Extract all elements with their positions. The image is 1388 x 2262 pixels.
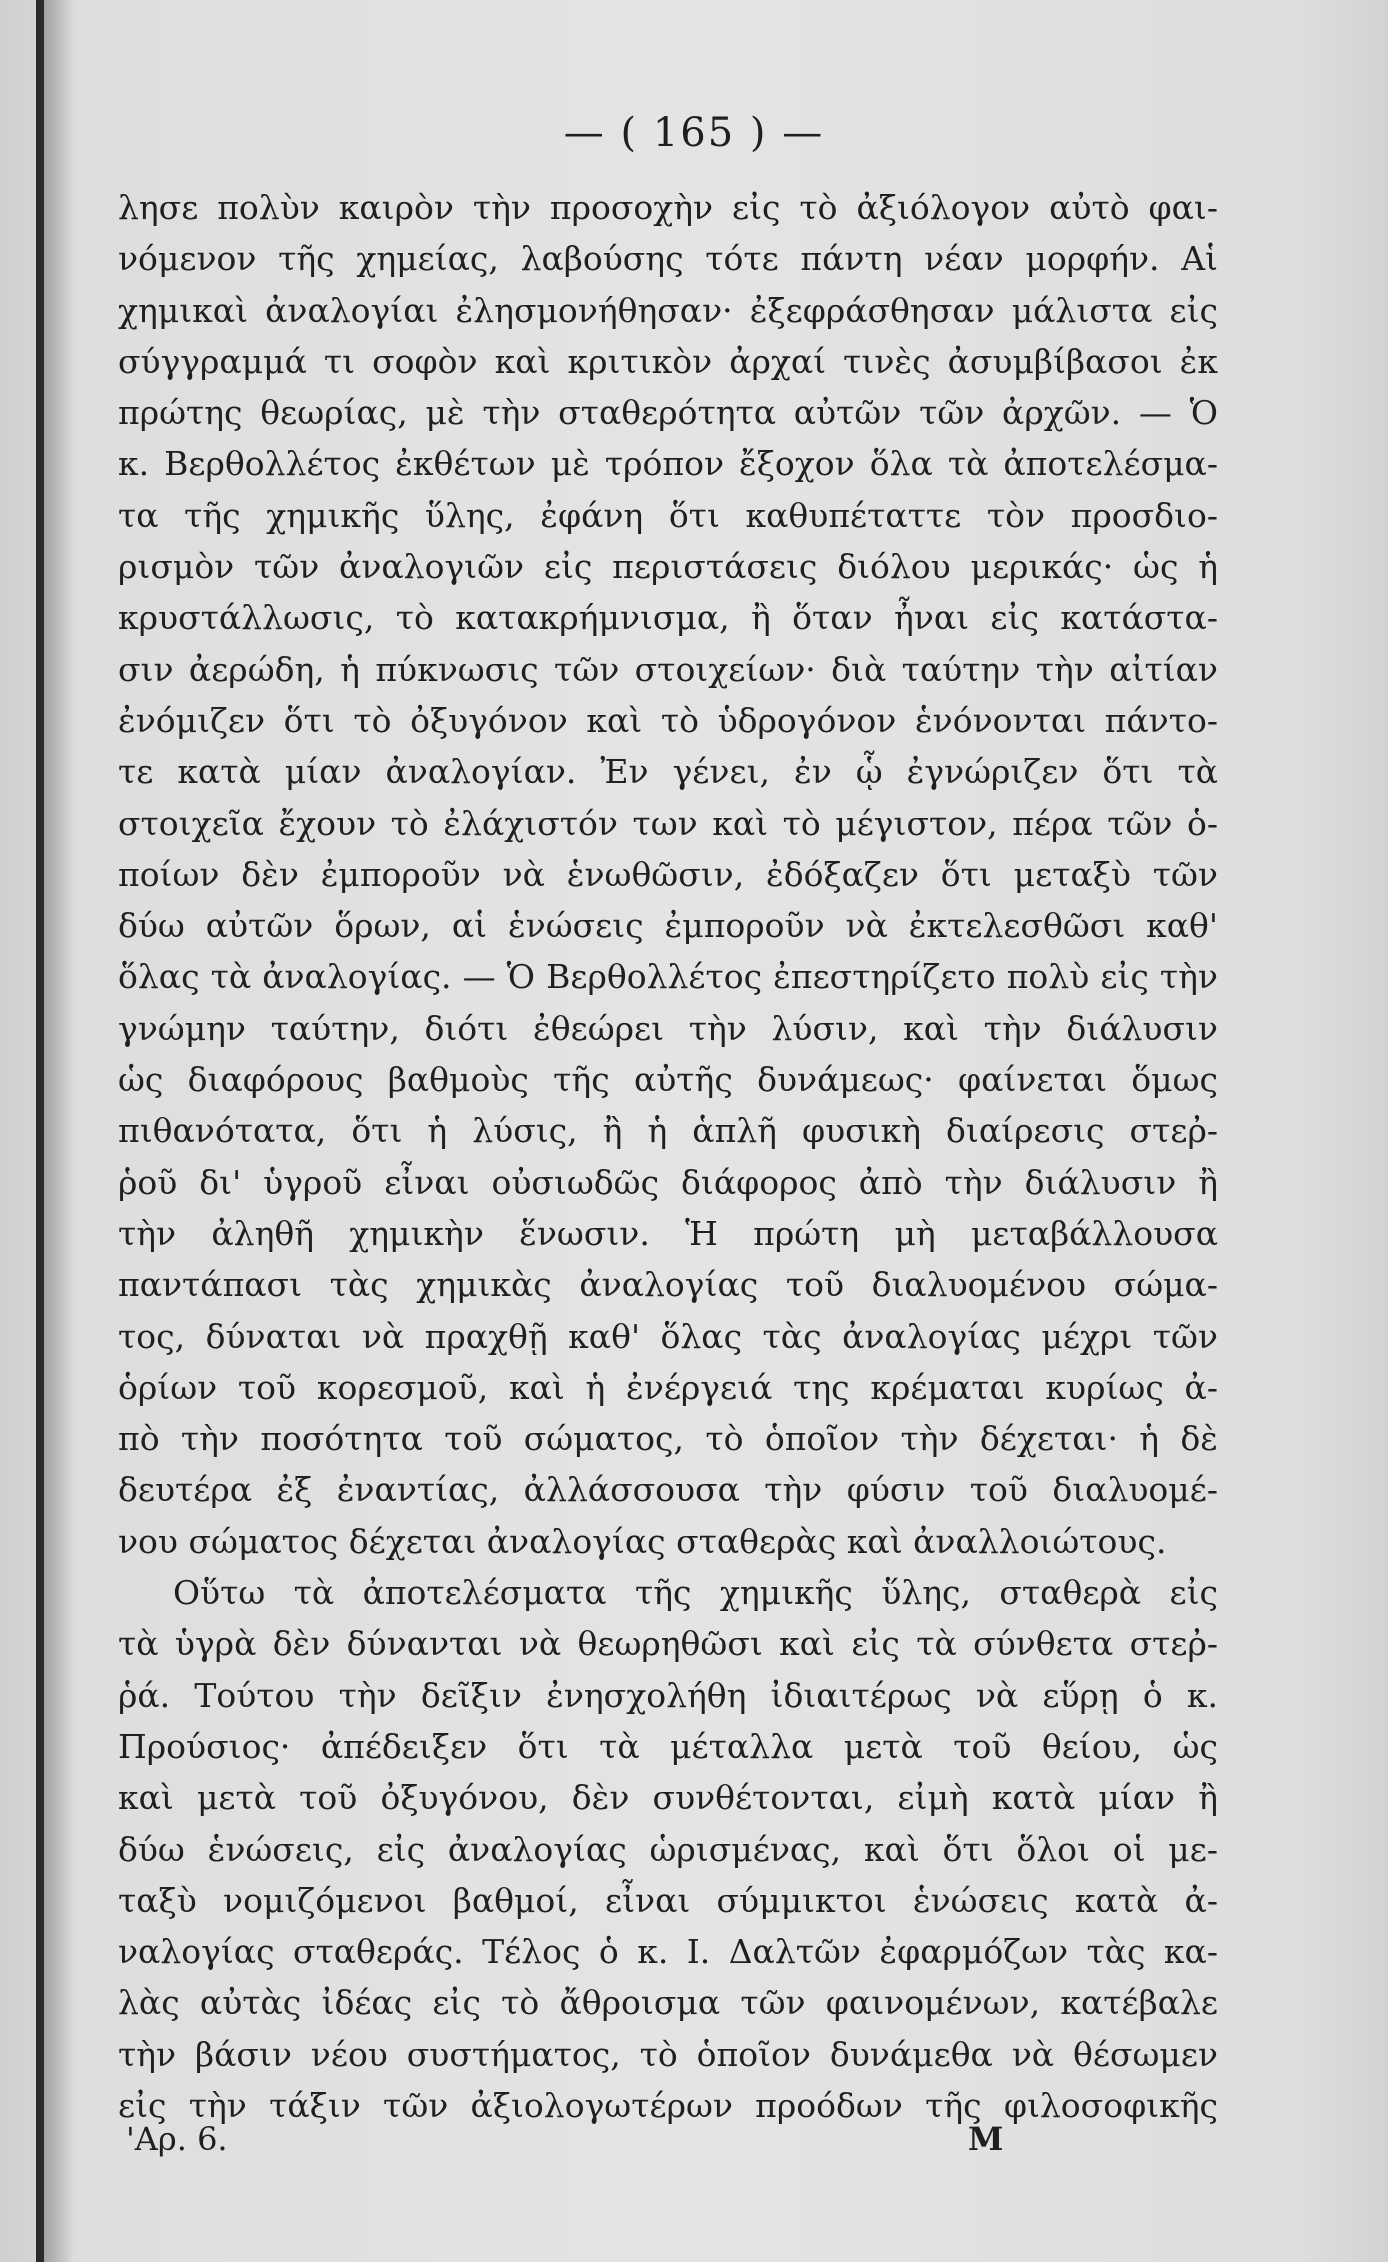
binding-edge	[36, 0, 44, 2262]
text-line: δύω ἑνώσεις, εἰς ἀναλογίας ὡρισμένας, καὶ ὅτι ὅλοι οἱ με-	[118, 1829, 1218, 1869]
text-line: κ. Βερθολλέτος ἐκθέτων μὲ τρόπον ἔξοχον ὅλα τὰ ἀποτελέσμα-	[118, 444, 1218, 484]
text-line: νόμενον τῆς χημείας, λαβούσης τότε πάντη νέαν μορφήν. Αἱ	[118, 239, 1218, 279]
text-line: τος, δύναται νὰ πραχθῇ καθ' ὅλας τὰς ἀναλογίας μέχρι τῶν	[118, 1316, 1218, 1356]
text-line: ὅλας τὰ ἀναλογίας. — Ὁ Βερθολλέτος ἐπεστηρίζετο πολὺ εἰς τὴν	[118, 957, 1218, 997]
text-line: δευτέρα ἐξ ἐναντίας, ἀλλάσσουσα τὴν φύσιν τοῦ διαλυομέ-	[118, 1470, 1218, 1510]
page-footer	[118, 2120, 1218, 2170]
text-line: λησε πολὺν καιρὸν τὴν προσοχὴν εἰς τὸ ἀξιόλογον αὐτὸ φαι-	[118, 188, 1218, 227]
signature-mark: 'Αρ. 6.	[126, 2120, 228, 2158]
body-text	[118, 182, 1218, 2131]
text-line: πιθανότατα, ὅτι ἡ λύσις, ἢ ἡ ἁπλῆ φυσικὴ διαίρεσις στεῤ-	[118, 1111, 1218, 1151]
text-line: ναλογίας σταθεράς. Τέλος ὁ κ. Ι. Δαλτῶν ἐφαρμόζων τὰς κα-	[118, 1932, 1218, 1972]
text-line: νου σώματος δέχεται ἀναλογίας σταθερὰς καὶ ἀναλλοιώτους.	[118, 1521, 1167, 1561]
text-line: Οὕτω τὰ ἀποτελέσματα τῆς χημικῆς ὕλης, σταθερὰ εἰς	[173, 1573, 1218, 1613]
text-line: πρώτης θεωρίας, μὲ τὴν σταθερότητα αὐτῶν τῶν ἀρχῶν. — Ὁ	[118, 393, 1218, 433]
text-line: ῥοῦ δι' ὑγροῦ εἶναι οὐσιωδῶς διάφορος ἀπὸ τὴν διάλυσιν ἢ	[118, 1162, 1218, 1202]
text-line: κρυστάλλωσις, τὸ κατακρήμνισμα, ἢ ὅταν ἦναι εἰς κατάστα-	[118, 598, 1218, 638]
text-line: ὡς διαφόρους βαθμοὺς τῆς αὐτῆς δυνάμεως· φαίνεται ὅμως	[118, 1060, 1218, 1100]
text-line: στοιχεῖα ἔχουν τὸ ἐλάχιστόν των καὶ τὸ μέγιστον, πέρα τῶν ὁ-	[118, 803, 1218, 843]
text-line: τὴν ἀληθῆ χημικὴν ἕνωσιν. Ἡ πρώτη μὴ μεταβάλλουσα	[118, 1213, 1218, 1253]
text-line: τε κατὰ μίαν ἀναλογίαν. Ἐν γένει, ἐν ᾧ ἐγνώριζεν ὅτι τὰ	[118, 752, 1218, 792]
text-line: ὁρίων τοῦ κορεσμοῦ, καὶ ἡ ἐνέργειά της κρέμαται κυρίως ἀ-	[118, 1367, 1218, 1407]
gathering-mark: Μ	[968, 2120, 1004, 2158]
text-line: τὰ ὑγρὰ δὲν δύνανται νὰ θεωρηθῶσι καὶ εἰς τὰ σύνθετα στεῤ-	[118, 1624, 1218, 1664]
text-line: καὶ μετὰ τοῦ ὀξυγόνου, δὲν συνθέτονται, εἰμὴ κατὰ μίαν ἢ	[118, 1778, 1218, 1818]
text-line: σύγγραμμά τι σοφὸν καὶ κριτικὸν ἀρχαί τινὲς ἀσυμβίβασοι ἐκ	[118, 341, 1218, 381]
text-line: ταξὺ νομιζόμενοι βαθμοί, εἶναι σύμμικτοι ἑνώσεις κατὰ ἀ-	[118, 1880, 1218, 1920]
text-line: Προύσιος· ἀπέδειξεν ὅτι τὰ μέταλλα μετὰ τοῦ θείου, ὡς	[118, 1726, 1218, 1766]
text-line: ποίων δὲν ἐμποροῦν νὰ ἑνωθῶσιν, ἐδόξαζεν ὅτι μεταξὺ τῶν	[118, 854, 1218, 894]
binding-shadow	[44, 0, 74, 2262]
text-line: πὸ τὴν ποσότητα τοῦ σώματος, τὸ ὁποῖον τὴν δέχεται· ἡ δὲ	[118, 1419, 1218, 1459]
text-line: τὴν βάσιν νέου συστήματος, τὸ ὁποῖον δυνάμεθα νὰ θέσωμεν	[118, 2034, 1218, 2074]
text-line: ἐνόμιζεν ὅτι τὸ ὀξυγόνον καὶ τὸ ὑδρογόνον ἑνόνονται πάντο-	[118, 700, 1218, 740]
text-line: λὰς αὐτὰς ἰδέας εἰς τὸ ἄθροισμα τῶν φαινομένων, κατέβαλε	[118, 1983, 1218, 2023]
text-line: ῥά. Τούτου τὴν δεῖξιν ἐνησχολήθη ἰδιαιτέρως νὰ εὕρῃ ὁ κ.	[118, 1675, 1218, 1715]
text-line: εἰς τὴν τάξιν τῶν ἀξιολογωτέρων προόδων τῆς φιλοσοφικῆς	[118, 2085, 1218, 2125]
text-line: ρισμὸν τῶν ἀναλογιῶν εἰς περιστάσεις διόλου μερικάς· ὡς ἡ	[118, 547, 1218, 587]
text-line: σιν ἀερώδη, ἡ πύκνωσις τῶν στοιχείων· διὰ ταύτην τὴν αἰτίαν	[118, 649, 1218, 689]
text-line: δύω αὐτῶν ὅρων, αἱ ἑνώσεις ἐμποροῦν νὰ ἐκτελεσθῶσι καθ'	[118, 906, 1218, 946]
text-line: τα τῆς χημικῆς ὕλης, ἐφάνη ὅτι καθυπέταττε τὸν προσδιο-	[118, 495, 1218, 535]
page-header: — ( 165 ) —	[563, 110, 825, 156]
text-line: παντάπασι τὰς χημικὰς ἀναλογίας τοῦ διαλυομένου σώμα-	[118, 1265, 1218, 1305]
text-line: χημικαὶ ἀναλογίαι ἐλησμονήθησαν· ἐξεφράσθησαν μάλιστα εἰς	[118, 290, 1218, 330]
text-line: γνώμην ταύτην, διότι ἐθεώρει τὴν λύσιν, καὶ τὴν διάλυσιν	[118, 1008, 1218, 1048]
